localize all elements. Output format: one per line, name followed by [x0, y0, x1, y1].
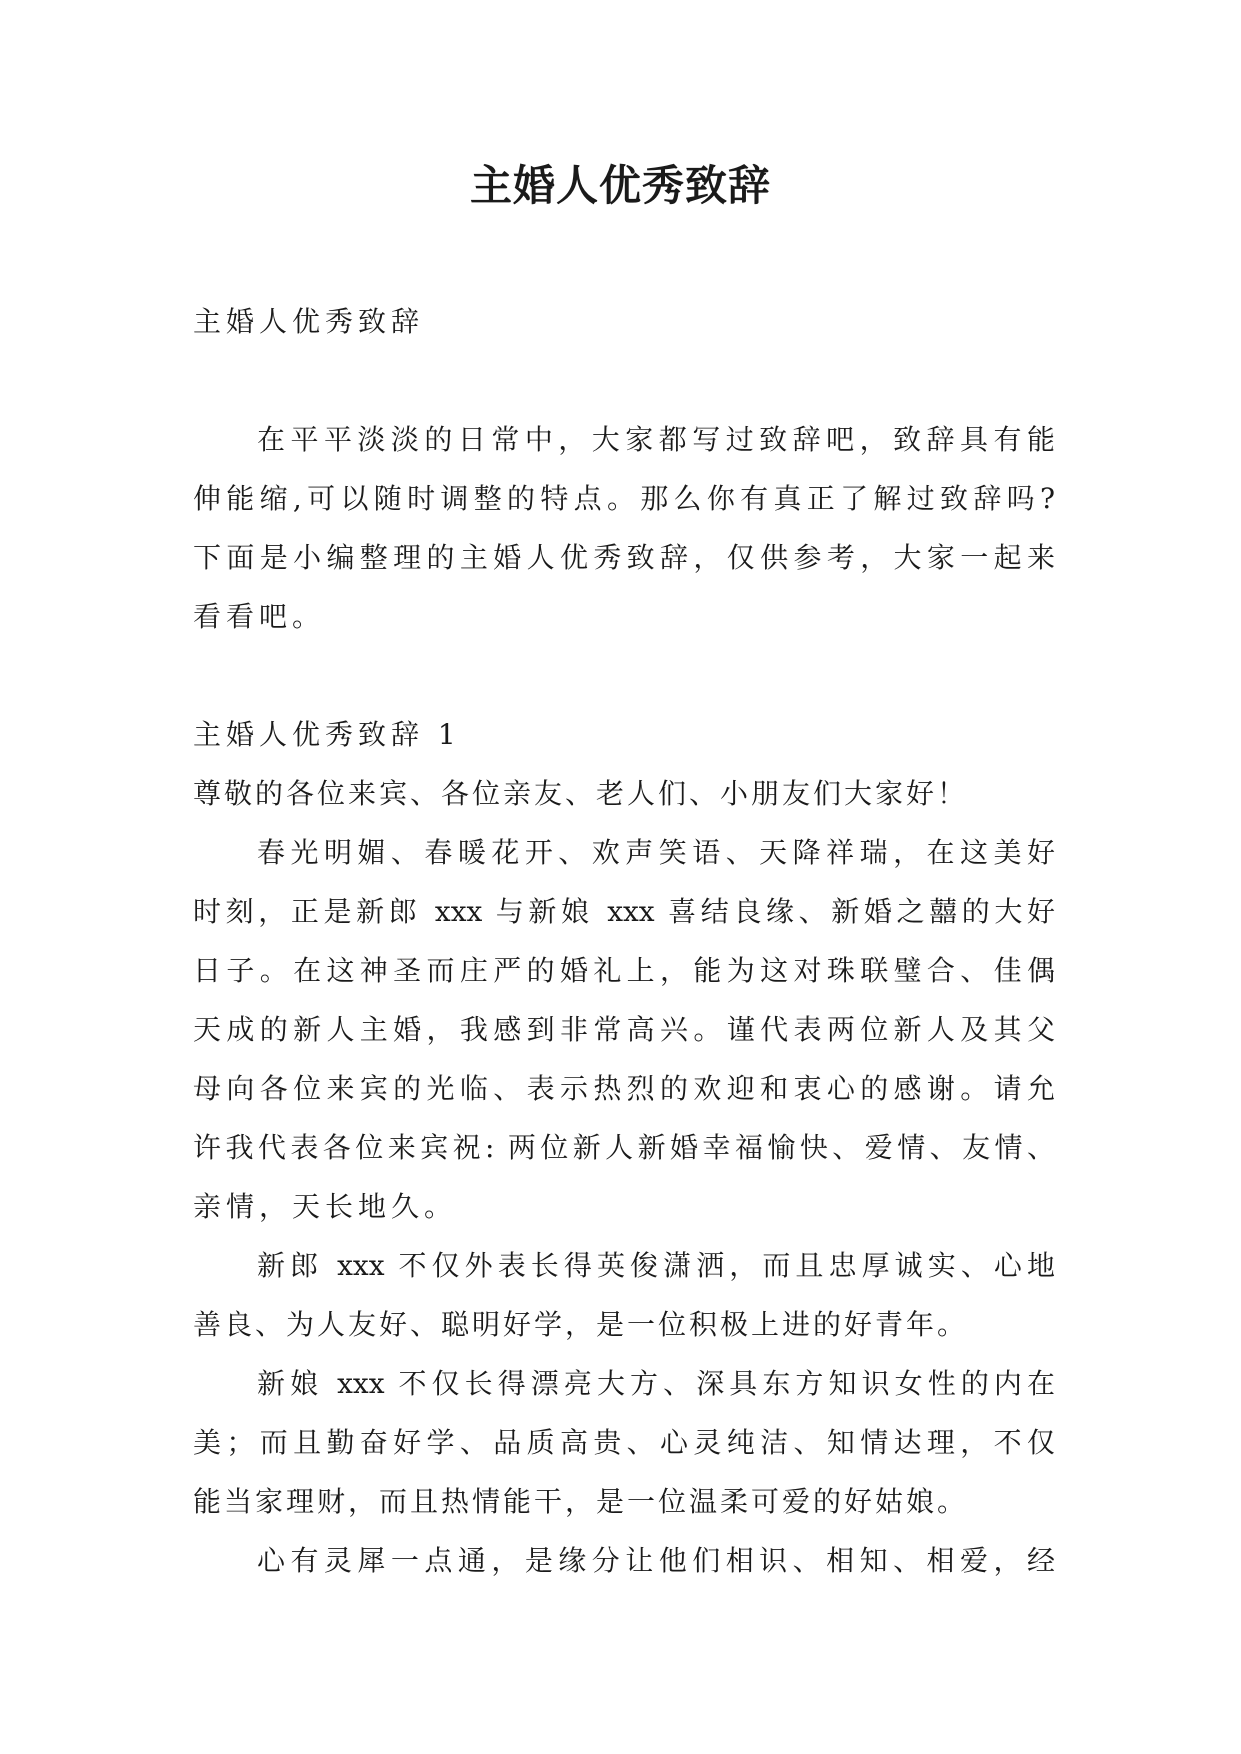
- paragraph-line: 下面是小编整理的主婚人优秀致辞，仅供参考，大家一起来: [193, 541, 1055, 574]
- paragraph-line: 美；而且勤奋好学、品质高贵、心灵纯洁、知情达理，不仅: [193, 1426, 1055, 1459]
- paragraph-line: 日子。在这神圣而庄严的婚礼上，能为这对珠联璧合、佳偶: [193, 954, 1055, 987]
- document-body: [193, 292, 1055, 1590]
- paragraph-line: 母向各位来宾的光临、表示热烈的欢迎和衷心的感谢。请允: [193, 1072, 1055, 1105]
- speech-paragraph-1: [193, 823, 1055, 1236]
- spacer: [193, 646, 1055, 705]
- intro-paragraph: [193, 410, 1055, 646]
- paragraph-line: 心有灵犀一点通，是缘分让他们相识、相知、相爱，经: [257, 1544, 1055, 1577]
- spacer: [193, 351, 1055, 410]
- paragraph-line: 亲情，天长地久。: [193, 1190, 458, 1223]
- speech-paragraph-4: [193, 1531, 1055, 1590]
- paragraph-line: 新娘 xxx 不仅长得漂亮大方、深具东方知识女性的内在: [257, 1367, 1055, 1400]
- subtitle: 主婚人优秀致辞: [193, 305, 425, 338]
- paragraph-line: 在平平淡淡的日常中，大家都写过致辞吧，致辞具有能: [257, 423, 1055, 456]
- paragraph-line: 春光明媚、春暖花开、欢声笑语、天降祥瑞，在这美好: [257, 836, 1055, 869]
- greeting-line: 尊敬的各位来宾、各位亲友、老人们、小朋友们大家好！: [193, 777, 969, 810]
- paragraph-line: 时刻，正是新郎 xxx 与新娘 xxx 喜结良缘、新婚之囍的大好: [193, 895, 1055, 928]
- section-heading: 主婚人优秀致辞 1: [193, 718, 461, 751]
- paragraph-line: 新郎 xxx 不仅外表长得英俊潇洒，而且忠厚诚实、心地: [257, 1249, 1055, 1282]
- speech-paragraph-3: [193, 1354, 1055, 1531]
- paragraph-line: 善良、为人友好、聪明好学，是一位积极上进的好青年。: [193, 1308, 969, 1341]
- paragraph-line: 伸能缩,可以随时调整的特点。那么你有真正了解过致辞吗?: [193, 482, 1055, 515]
- document-title: 主婚人优秀致辞: [469, 161, 771, 210]
- paragraph-line: 能当家理财，而且热情能干，是一位温柔可爱的好姑娘。: [193, 1485, 969, 1518]
- paragraph-line: 看看吧。: [193, 600, 326, 633]
- speech-paragraph-2: [193, 1236, 1055, 1354]
- paragraph-line: 许我代表各位来宾祝: 两位新人新婚幸福愉快、爱情、友情、: [193, 1131, 1055, 1164]
- paragraph-line: 天成的新人主婚，我感到非常高兴。谨代表两位新人及其父: [193, 1013, 1055, 1046]
